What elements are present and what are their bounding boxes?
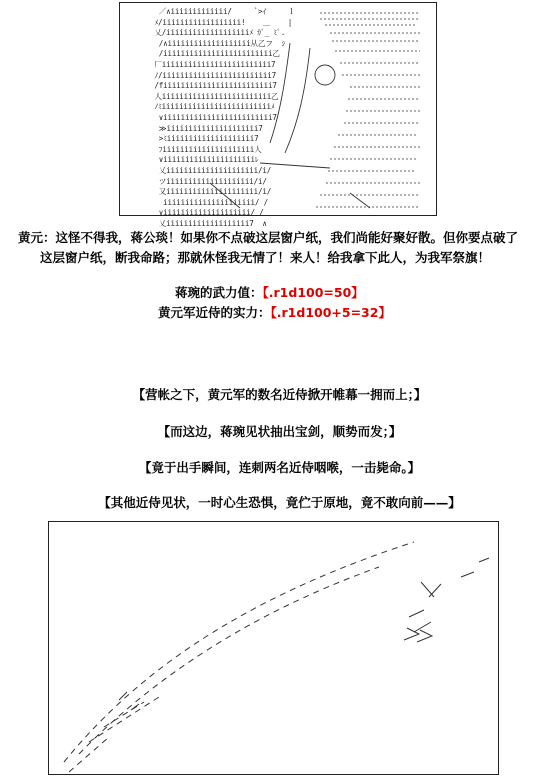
stat-row-jiang: [175, 283, 364, 301]
ascii-art-right-strokes: [120, 3, 436, 215]
ascii-art-figure: ／∧iiiiiiiiiiiii/ `>ｲ ｌ ﾒ/iiiiiiiiiiiiiiiiii! ＿ | 乂/iiiiiiiiiiiiiiiiiiiﾒ ｶﾞ_ ﾐﾟ. /∧iiiiiiiiiiiiiiiiiii从乙フ ｼ /iiiiiiiiiiiiiiiiiiiiiiiii乙 厂iiiiiiiiiiiiiiiiiiiiiiiii7 ﾉ/iiiiiiiiiiiiiiiiiiiiiiiii7 /fiiiiiiiiiiiiiiiiiiiiiiiii7 人iiiiiiiiiiiiiiiiiiiiiiiii乙 ﾉﾐiiiiiiiiiiiiiiiiiiiiiiiiiﾒ ∨iiiiiiiiiiiiiiiiiiiiiiiii7 ≫iiiiiiiiiiiiiiiiiiiii7 >ﾐiiiiiiiiiiiiiiiiiiii7 ﾌiiiiiiiiiiiiiiiiiiiii人 ∨iiiiiiiiiiiiiiiiiiiiiﾚ 乂iiiiiiiiiiiiiiiiiiiii/i/ ツiiiiiiiiiiiiiiiiiiii/i/ 又iiiiiiiiiiiiiiiiiiiii/i/ iiiiiiiiiiiiiiiiiiiii/ / ∨iiiiiiiiiiiiiiiiiiii/ / 乂iiiiiiiiiiiiiiiiiii7 ∧: [154, 7, 296, 228]
sword-slash-strokes: [49, 522, 498, 774]
roll-result-guard: 【.r1d100+5=32】: [270, 305, 391, 320]
narration-line-2: 【而这边，蒋琬见状抽出宝剑，顺势而发；】: [157, 424, 402, 439]
dialogue-line-1: 黄元：这怪不得我，蒋公琰！如果你不点破这层窗户纸，我们尚能好聚好散。但你要点破了: [18, 230, 519, 245]
dialogue-block: [12, 228, 552, 268]
narration-line-1: 【营帐之下，黄元军的数名近侍掀开帷幕一拥而上；】: [132, 387, 427, 402]
stat-row-guard: [158, 303, 391, 321]
top-ascii-art-panel: [119, 2, 437, 228]
narration-line-3: 【竟于出手瞬间，连刺两名近侍咽喉，一击毙命。】: [138, 460, 421, 475]
bottom-slash-panel: [48, 521, 499, 775]
roll-result-jiang: 【.r1d100=50】: [262, 285, 364, 300]
dialogue-line-2: 这层窗户纸，断我命路；那就休怪我无情了！来人！给我拿下此人，为我军祭旗！: [40, 250, 491, 265]
stat-label-guard: 黄元军近侍的实力：: [158, 305, 271, 320]
stat-label-jiang: 蒋琬的武力值：: [175, 285, 263, 300]
narration-line-4: 【其他近侍见状，一时心生恐惧，竟伫于原地，竟不敢向前——】: [98, 495, 461, 510]
